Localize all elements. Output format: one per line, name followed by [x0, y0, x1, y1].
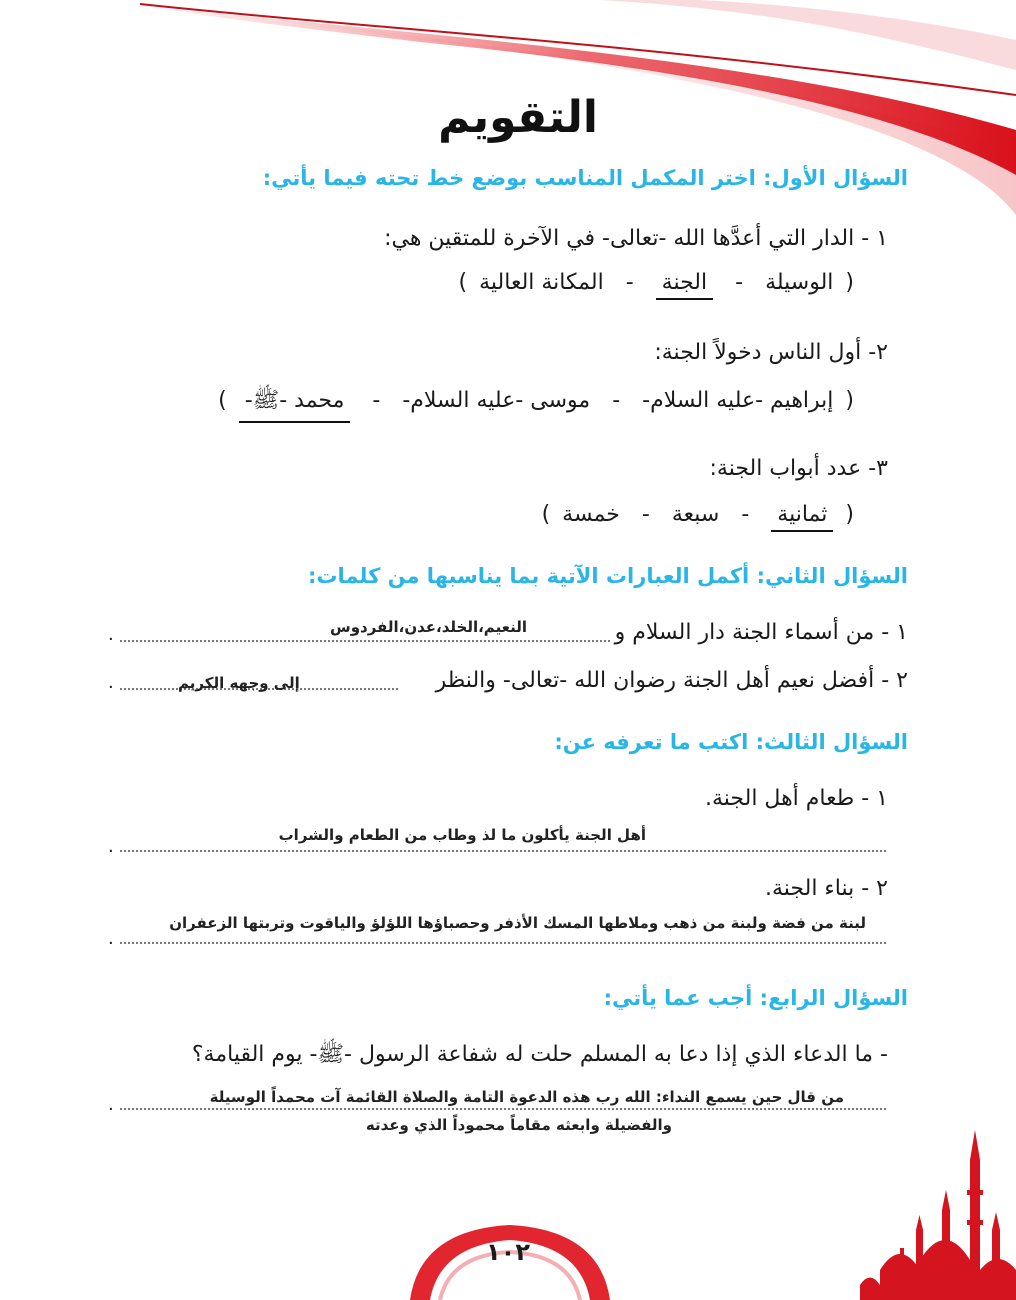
q3-item2-answer: لبنة من فضة ولبنة من ذهب وملاطها المسك الأذفر وحصباؤها اللؤلؤ والياقوت وتربتها الزعفران [169, 914, 866, 932]
choice: خمسة [562, 502, 620, 527]
end-dot: . [108, 1094, 114, 1115]
q1-item2-question: ٢- أول الناس دخولاً الجنة: [654, 340, 888, 365]
open-paren: ( [845, 502, 854, 527]
page-number: ١٠٢ [486, 1238, 530, 1266]
q2-item2-text: ٢ - أفضل نعيم أهل الجنة رضوان الله -تعالى- والنظر [435, 668, 908, 693]
separator: - [625, 270, 634, 295]
q2-heading: السؤال الثاني: أكمل العبارات الآتية بما يناسبها من كلمات: [308, 564, 908, 588]
answer-dotted-line [120, 942, 886, 944]
q1-heading: السؤال الأول: اختر المكمل المناسب بوضع خط تحته فيما يأتي: [262, 166, 908, 190]
mosque-silhouette-icon [860, 1120, 1016, 1300]
q4-answer-line1: من قال حين يسمع النداء: الله رب هذه الدعوة التامة والصلاة القائمة آت محمداً الوسيلة [209, 1088, 844, 1106]
open-paren: ( [845, 388, 854, 413]
end-dot: . [108, 836, 114, 857]
choice: موسى -عليه السلام- [402, 388, 591, 413]
open-paren: ( [845, 270, 854, 295]
q1-item1-choices [447, 270, 866, 300]
q2-item1-answer: النعيم،الخلد،عدن،الفردوس [330, 618, 528, 636]
q3-item1-answer: أهل الجنة يأكلون ما لذ وطاب من الطعام والشراب [278, 826, 646, 844]
end-dot: . [108, 672, 114, 693]
q3-item2-text: ٢ - بناء الجنة. [765, 876, 888, 901]
end-dot: . [108, 624, 114, 645]
q3-heading: السؤال الثالث: اكتب ما تعرفه عن: [554, 730, 908, 754]
answer-dotted-line [120, 850, 886, 852]
choice-selected: الجنة [656, 270, 713, 300]
separator: - [641, 502, 650, 527]
answer-dotted-line [120, 1108, 886, 1110]
close-paren: ) [541, 502, 551, 527]
choice: سبعة [671, 502, 720, 527]
choice-selected: ثمانية [771, 502, 833, 532]
answer-dotted-line [120, 640, 610, 642]
q4-answer-line2: والفضيلة وابعثه مقاماً محموداً الذي وعدته [365, 1116, 672, 1134]
separator: - [612, 388, 621, 413]
q2-item2-answer: إلى وجهه الكريم [178, 674, 300, 692]
q1-item3-choices [530, 502, 866, 532]
page-title: التقويم [438, 92, 598, 143]
q3-item1-text: ١ - طعام أهل الجنة. [704, 786, 888, 811]
end-dot: . [108, 928, 114, 949]
q1-item2-choices [206, 386, 866, 423]
q4-question: - ما الدعاء الذي إذا دعا به المسلم حلت له شفاعة الرسول -ﷺ- يوم القيامة؟ [191, 1042, 888, 1067]
choice: المكانة العالية [479, 270, 604, 295]
q4-heading: السؤال الرابع: أجب عما يأتي: [603, 986, 908, 1010]
q1-item3-question: ٣- عدد أبواب الجنة: [709, 456, 888, 481]
separator: - [735, 270, 744, 295]
q1-item1-question: ١ - الدار التي أعدَّها الله -تعالى- في الآخرة للمتقين هي: [384, 226, 888, 251]
choice: إبراهيم -عليه السلام- [642, 388, 834, 413]
choice: الوسيلة [765, 270, 834, 295]
close-paren: ) [458, 270, 468, 295]
separator: - [372, 388, 381, 413]
close-paren: ) [218, 388, 227, 413]
q2-item1-text: ١ - من أسماء الجنة دار السلام و [614, 620, 908, 645]
choice-selected: محمد -ﷺ- [239, 386, 351, 423]
separator: - [741, 502, 750, 527]
